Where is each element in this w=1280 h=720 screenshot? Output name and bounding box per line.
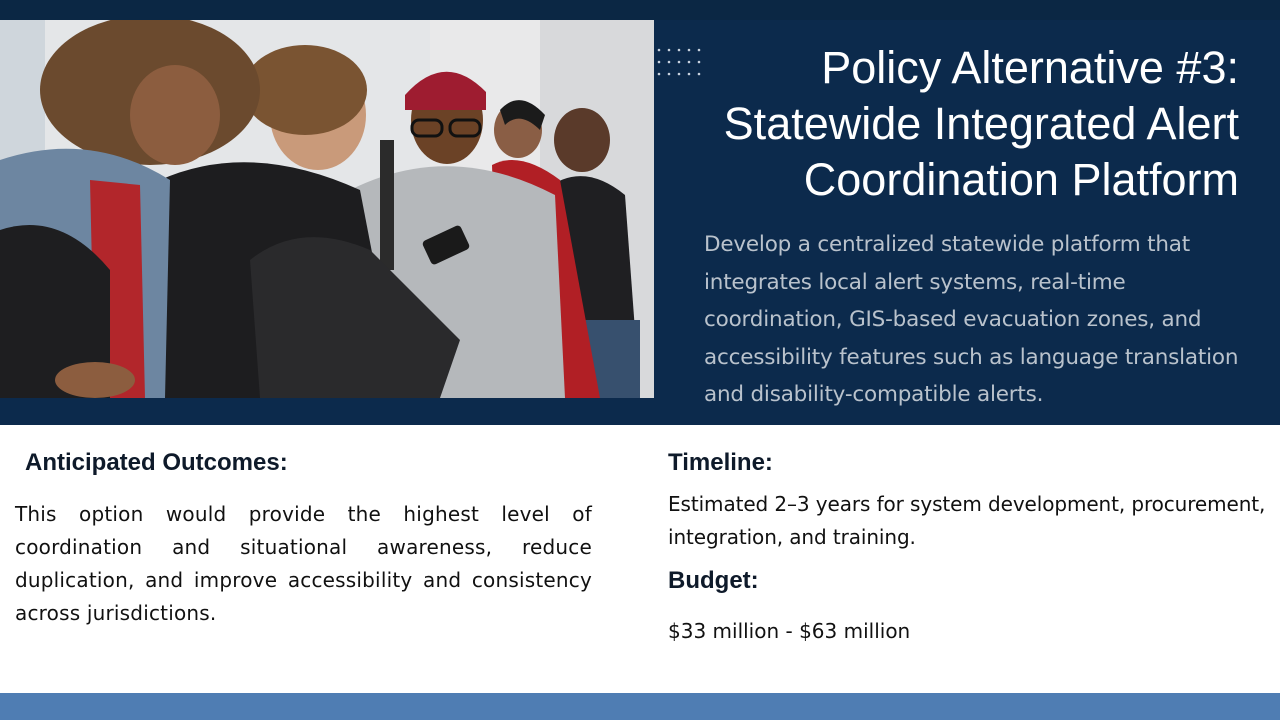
policy-description xyxy=(704,226,1274,414)
slide-title xyxy=(669,40,1239,208)
outcomes-text: This option would provide the highest level of coordination and situational awareness, reduce duplication, and improve accessibility and consistency across jurisdictions. xyxy=(15,502,592,625)
students-photo xyxy=(0,20,654,398)
slide-title-line: Statewide Integrated Alert xyxy=(723,98,1239,149)
description-line: integrates local alert systems, real-time xyxy=(704,269,1126,295)
description-line: and disability-compatible alerts. xyxy=(704,382,1044,407)
budget-text: $33 million - $63 million xyxy=(668,619,911,643)
budget-heading: Budget: xyxy=(668,567,759,594)
footer-bar xyxy=(0,693,1280,720)
top-strip xyxy=(0,0,1280,20)
timeline-heading: Timeline: xyxy=(668,449,773,476)
description-line: coordination, GIS-based evacuation zones, and xyxy=(704,307,1202,332)
slide-title-line: Policy Alternative #3: xyxy=(821,42,1239,93)
description-line: Develop a centralized statewide platform that xyxy=(704,232,1190,257)
description-line: accessibility features such as language translation xyxy=(704,344,1239,370)
outcomes-heading: Anticipated Outcomes: xyxy=(25,449,288,476)
timeline-text: Estimated 2–3 years for system development, procurement, integration, and training. xyxy=(668,492,1266,549)
slide-title-line: Coordination Platform xyxy=(803,154,1239,205)
